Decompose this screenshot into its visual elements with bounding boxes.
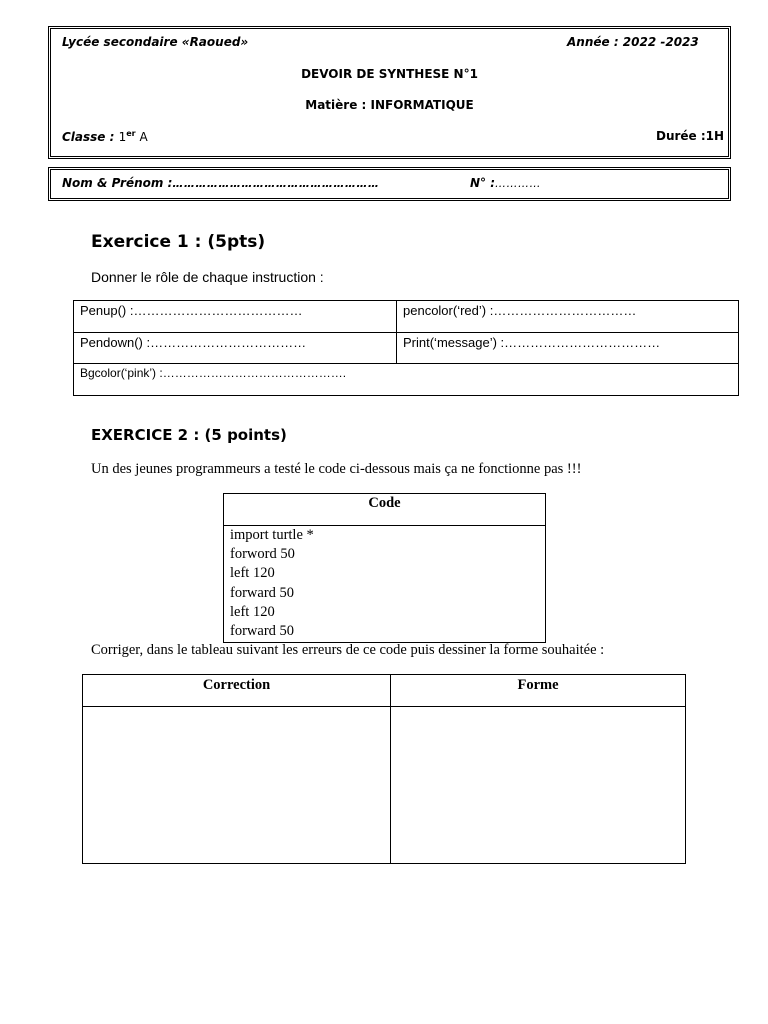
cell-print[interactable]: Print(‘message’) :……………………………… [397,333,739,364]
forme-header: Forme [391,675,686,707]
exercise-1-title: Exercice 1 : (5pts) [91,232,266,252]
code-line: left 120 [230,565,275,582]
exercise-2-title: EXERCICE 2 : (5 points) [91,426,287,444]
number-dots: ………… [495,177,542,190]
cell-pencolor[interactable]: pencolor(‘red’) :…………………………… [397,301,739,333]
code-table [223,493,546,643]
cell-penup[interactable]: Penup() :………………………………… [74,301,397,333]
class-sup: er [126,129,136,138]
code-line: forword 50 [230,546,295,563]
duration: Durée :1H [656,129,725,143]
school-name: Lycée secondaire «Raoued» [62,35,249,49]
code-line: left 120 [230,603,275,620]
cell-pendown[interactable]: Pendown() :……………………………… [74,333,397,364]
code-line: import turtle * [230,527,314,543]
cell-bgcolor[interactable]: Bgcolor(‘pink’) :………………………………………. [74,364,739,396]
code-line: forward 50 [230,623,295,640]
code-header: Code [224,494,546,526]
class-group: A [135,130,148,144]
correction-answer-area[interactable] [83,707,391,864]
correction-header: Correction [83,675,391,707]
school-year: Année : 2022 -2023 [567,35,699,49]
number-label: N° : [470,176,496,190]
name-dots: ……………………………………………… [172,177,380,190]
exercise-1-instruction: Donner le rôle de chaque instruction : [91,269,324,285]
code-block [224,526,546,643]
class-value: 1 [118,130,127,144]
class-info [62,129,148,144]
exercise-2-instruction: Corriger, dans le tableau suivant les erreurs de ce code puis dessiner la forme souhaitée : [91,642,605,658]
exercise-2-statement: Un des jeunes programmeurs a testé le code ci-dessous mais ça ne fonctionne pas !!! [91,461,582,477]
class-label: Classe : [62,130,115,144]
subject: Matière : INFORMATIQUE [305,98,474,112]
correction-table [82,674,686,864]
code-line: forward 50 [230,584,295,601]
student-number-field[interactable] [470,176,541,190]
student-name-field[interactable] [62,176,379,190]
name-label: Nom & Prénom : [62,176,173,190]
forme-drawing-area[interactable] [391,707,686,864]
instruction-roles-table [73,300,739,396]
exam-title: DEVOIR DE SYNTHESE N°1 [301,67,478,81]
